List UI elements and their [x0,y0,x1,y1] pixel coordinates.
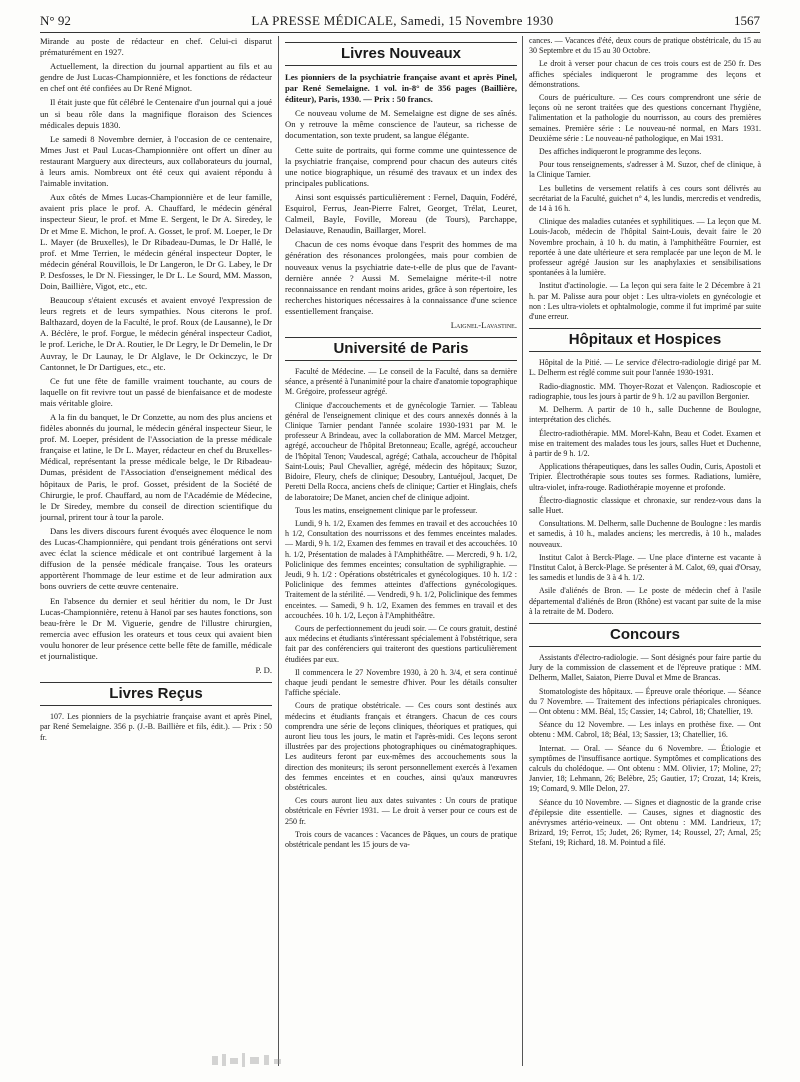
column-middle [285,36,517,1066]
column-separator [522,36,523,1066]
schedule-paragraph: Il commencera le 27 Novembre 1930, à 20 h. 3/4, et sera continué chaque jeudi pendant le semestre d'hiver. Pour les détails consulter l'affiche spéciale. [285,667,517,698]
concours-paragraph: Stomatologiste des hôpitaux. — Épreuve orale théorique. — Séance du 7 Novembre. — Traitement des infections périapicales chroniques. — Ont obtenu : MM. Béal, 15; Cassier, 14; Cabrol, 18; Chatellier, 19. [529,686,761,716]
paragraph: Des affiches indiqueront le programme des leçons. [539,147,702,157]
section-heading-universite: Université de Paris [285,337,517,361]
book-entry: 107. Les pionniers de la psychiatrie française avant et après Pinel, par René Semelaigne. 356 p. (J.-B. Baillière et fils, édit.). — Prix : 50 fr. [40,712,272,742]
section-heading-livres-nouveaux: Livres Nouveaux [285,42,517,66]
paragraph: Il était juste que fût célébré le Centenaire d'un journal qui a joué un si beau rôle dans la magnifique floraison des Sciences médicales depuis 1830. [40,97,272,130]
schedule-paragraph: Lundi, 9 h. 1/2, Examen des femmes en travail et des accouchées 10 h 1/2, Consultation des nourrissons et des femmes enceintes malades. — Mardi, 9 h. 1/2, Examen des femmes en travail et des accouchées. 10 h. 1/2, Présentation de malades à l'Amphithéâtre. — Mercredi, 9 h. 1/2, Policlinique des femmes enceintes; consultation de syphiligraphie. — Jeudi, 9 h. 1/2 : Opérations obstétricales et gynécologiques. 10 h. 1/2 : Policlinique des femmes atteintes d'affections gynécologiques. Traitement de la stérilité. — Vendredi, 9 h. 1/2, Policlinique des femmes enceintes. — Samedi, 9 h. 1/2, Examen des femmes en travail et des accouchées. 10 h. 1/2, Leçon à l'Amphithéâtre. [285,518,517,620]
column-left [40,36,272,1066]
hospital-paragraph: Hôpital de la Pitié. — Le service d'électro-radiologie dirigé par M. L. Delherm est réglé comme suit pour l'année 1930-1931. [529,358,761,378]
institute-notice: Institut d'actinologie. — La leçon qui sera faite le 2 Décembre à 21 h. par M. Palisse aura pour objet : Les ultra-violets en gynécologie et non : Les ultra-violets et ophtalmologie, comme il fut imprimé par suite d'une erreur. [529,281,761,322]
review-paragraph: Ce nouveau volume de M. Semelaigne est digne de ses aînés. On y retrouve la même conscience de l'auteur, sa richesse de documentation, son texte prudent, sa langue élégante. [285,108,517,141]
hospital-paragraph: Consultations. M. Delherm, salle Duchenne de Boulogne : les mardis et samedis, à 10 h., malades anciens; les mercredis, à 10 h., malades nouveaux. [529,519,761,549]
hospital-paragraph: Applications thérapeutiques, dans les salles Oudin, Curis, Apostoli et Tripier. Électrothérapie sous toutes ses formes. Radiations, lumière, ultra-violet, infra-rouge. Radiothérapie moyenne et profonde. [529,462,761,492]
hospital-paragraph: M. Delherm. A partir de 10 h., salle Duchenne de Boulogne, interprétation des clichés. [529,405,761,425]
concours-paragraph: Internat. — Oral. — Séance du 6 Novembre. — Étiologie et symptômes de l'insuffisance aortique. Symptômes et complications des calculs du cholédoque. — Ont obtenu : MM. Olivier, 17; Moline, 27; Janvier, 18; Lehmann, 26; Belèbre, 25; Gautier, 17; Crozat, 14; Kreis, 19; Comard, 9. Mlle Delon, 27. [529,743,761,794]
paragraph: Beaucoup s'étaient excusés et avaient envoyé l'expression de leurs regrets et de leurs sympathies. Nous citerons le prof. Balthazard, doyen de la Faculté, le prof. Roux (de Lausanne), le Dr A. Béclère, le prof. Forgue, le médecin général inspecteur Cadiot, le prof. Leriche, le Dr A. Routier, le Dr Legry, le Dr Demelin, le Dr Auvray, le Dr Launay, le Dr Alglave, le Dr Ockinczyc, le Dr Cantonnet, le Dr Dartigues, etc., etc. [40,295,272,372]
paragraph: Ce fut une fête de famille vraiment touchante, au cours de laquelle on fit revivre tout un passé de bienfaisance et de modeste mais véritable gloire. [40,375,272,408]
paragraph: Dans les divers discours furent évoqués avec éloquence le nom des Lucas-Championnière, qui pendant trois générations ont servi avec éclat la science médicale et ont contribué largement à la diffusion de la pensée médicale française. Tous les orateurs apportèrent l'hommage de leur estime et de leur admiration aux bons ouvriers de cette œuvre centenaire. [40,525,272,592]
review-paragraph: Ainsi sont esquissés particulièrement : Fernel, Daquin, Fodéré, Esquirol, Ferrus, Jean-Pierre Falret, Georget, Trélat, Leuret, Calmeil, Bayle, Foville, Moreau (de Tours), Parchappe, Delasiauve, Renaudin, Baillarger, Morel. [285,191,517,236]
print-smudge [210,1050,330,1070]
paragraph: Mirande au poste de rédacteur en chef. Celui-ci disparut prématurément en 1927. [40,36,272,58]
schedule-paragraph: Ces cours auront lieu aux dates suivantes : Un cours de pratique obstétricale en Février 1931. — Le droit à verser pour ce cours est de 250 fr. [285,796,517,826]
clinic-notice: Clinique d'accouchements et de gynécologie Tarnier. — Tableau général de l'enseignement clinique et des cours annexés donnés à la Clinique Tarnier pendant l'année scolaire 1930-1931 par M. le professeur A Brindeau, avec la collaboration de MM. Marcel Metzger, agrégé, accoucheur de l'hôpital Bretonneau; Ecalle, agrégé, accoucheur de l'hôpital Tenon; Vaudescal, agrégé; Cathala, accoucheur de l'hôpital Saint-Louis; Paul Chevallier, agrégé, médecin des hôpitaux; Suzor, Bidoire, Fleury, chefs de clinique; Desoubry, Lantuéjoul, Jacquet, De Peretti Della Rocca, anciens chefs de clinique; Cartier et Hinglais, chefs de laboratoire; De Manet, ancien chef de clinique adjoint. [285,400,517,502]
section-heading-hopitaux: Hôpitaux et Hospices [529,328,761,352]
hospital-paragraph: Électro-radiothérapie. MM. Morel-Kahn, Beau et Codet. Examen et mise en traitement des malades tous les jours, salles Huet et Duchenne, à partir de 9 h. 1/2. [529,428,761,458]
asylum-notice: Asile d'aliénés de Bron. — Le poste de médecin chef à l'asile départemental d'aliénés de Bron (Rhône) est vacant par suite de la mise à la retraite de M. Dodero. [529,586,761,616]
hospital-paragraph: Électro-diagnostic classique et chronaxie, sur rendez-vous dans la salle Huet. [529,495,761,515]
page-number: 1567 [733,13,760,28]
article-signature: P. D. [255,665,272,676]
section-heading-concours: Concours [529,623,761,647]
institute-notice: Institut Calot à Berck-Plage. — Une place d'interne est vacante à l'Institut Calot, à Berck-Plage. Se présenter à M. Calot, 69, quai d'Orsay, les samedis et lundis de 3 à 4 h. 1/2. [529,552,761,583]
paragraph: cances. — Vacances d'été, deux cours de pratique obstétricale, du 15 au 30 Septembre et du 15 au 30 Octobre. [529,36,761,56]
faculty-notice: Faculté de Médecine. — Le conseil de la Faculté, dans sa dernière séance, a présenté à l'unanimité pour la chaire d'anatomie topographique M. Grégoire, professeur agrégé. [285,367,517,397]
page-header [40,10,760,33]
paragraph: Le droit à verser pour chacun de ces trois cours est de 250 fr. Des affiches spéciales indiqueront le programme des leçons et démonstrations. [529,59,761,89]
paragraph: Actuellement, la direction du journal appartient au fils et au gendre de Just Lucas-Championnière, et les fonctions de rédacteur en chef ont été confiées au Dr René Mignot. [40,61,272,94]
column-separator [278,36,279,1066]
paragraph: Pour tous renseignements, s'adresser à M. Suzor, chef de clinique, à la Clinique Tarnier. [529,160,761,180]
section-heading-livres-recus: Livres Reçus [40,682,272,706]
paragraph: Le samedi 8 Novembre dernier, à l'occasion de ce centenaire, Mmes Just et Paul Lucas-Championnière ont offert un dîner au restaurant Marguery aux directeurs, aux collaborateurs du journal, à leurs amis. Nombreux ont été ceux qui avaient répondu à l'aimable invitation. [40,133,272,189]
paragraph: Cours de puériculture. — Ces cours comprendront une série de leçons où ne seront traitées que des questions concernant l'hygiène, l'alimentation et la pathologie du nourrisson, au cours des premières semaines. Première série : Le nouveau-né normal, en Mars 1931. Deuxième série : Le nouveau-né pathologique, en Mai 1931. [529,93,761,143]
paragraph: A la fin du banquet, le Dr Conzette, au nom des plus anciens et fidèles abonnés du journal, le médecin général inspecteur Sieur, le prof. M. Loeper, président de l'Association de la presse médicale française et latine, le Dr L. Mayer, rédacteur en chef du Bruxelles-Médical, représentant la presse médicale belge, le Dr Ribadeau-Dumas, président de l'Association d'enseignement médical des hôpitaux de Paris, le prof. Gosset, président de la Société de Chirurgie, le prof. Chauffard, au nom de l'Académie de Médecine, le Dr Siredey, membre du conseil de direction scientifique du journal, prirent tour à tour la parole. [40,412,272,522]
issue-number: N° 92 [40,13,71,28]
review-paragraph: Chacun de ces noms évoque dans l'esprit des hommes de ma génération des résonances prolongées, mais pour combien de nouveaux venus la psychiatrie date-t-elle de plus que de l'avant-dernière année ? Aussi M. Semelaigne mérite-t-il notre reconnaissance en rendant moins arides, grâce à son répertoire, les recherches historiques nécessaires à la connaissance d'une science essentiellement française. [285,239,517,316]
clinic-notice: Clinique des maladies cutanées et syphilitiques. — La leçon que M. Louis-Jacob, médecin de l'hôpital Saint-Louis, devait faire le 20 Novembre prochain, à 10 h. du matin, à l'amphithéâtre Fournier, est reportée à une date ultérieure et sera remplacée par une leçon de M. le professeur agrégé Jausion sur les anaphylaxies et sensibilisations spontanées à la lumière. [529,217,761,278]
concours-paragraph: Assistants d'électro-radiologie. — Sont désignés pour faire partie du Jury de la commission de classement et de l'épreuve pratique : MM. Delherm, Mallet, Saiaton, Pierre Duval et Mme de Brancas. [529,652,761,683]
book-title: Les pionniers de la psychiatrie française avant et après Pinel, par René Semelaigne. 1 vol. in-8° de 356 pages (Baillière, éditeur), Paris, 1930. — Prix : 50 francs. [285,72,517,105]
schedule-paragraph: Trois cours de vacances : Vacances de Pâques, un cours de pratique obstétricale pendant les 15 jours de va- [285,829,517,849]
paragraph: Aux côtés de Mmes Lucas-Championnière et de leur famille, avaient pris place le prof. A. Chauffard, le médecin général inspecteur Sieur, le prof. et Mme E. Sergent, le Dr A. Siredey, le Dr et Mme E. Michon, le prof. A. Gosset, le prof. M. Loeper, le Dr L. Mayer (de Bruxelles), le Dr Ribadeau-Dumas, le Dr Hallé, le prof. et Mme Terrien, le médecin général inspecteur Dopter, le médecin général Rouvillois, le Dr Langeron, le Dr G. Labey, le Dr P. Desfosses, le Dr N. Fiessinger, le Dr L. Le Sourd, MM. Masson, Doin, Baillière, Vigot, etc., etc. [40,192,272,291]
journal-title: LA PRESSE MÉDICALE, Samedi, 15 Novembre 1930 [251,13,554,28]
hospital-paragraph: Radio-diagnostic. MM. Thoyer-Rozat et Valençon. Radioscopie et radiographie, tous les jours à partir de 9 h. 1/2 au pavillon Bergonier. [529,381,761,401]
review-signature: Laignel-Lavastine. [450,319,517,330]
review-paragraph: Cette suite de portraits, qui forme comme une quintessence de la psychiatrie française, comprend pour chacun des auteurs cités une notice biographique, un résumé des travaux et un index des principales publications. [285,144,517,188]
concours-paragraph: Séance du 12 Novembre. — Les inlays en prothèse fixe. — Ont obtenu : MM. Cabrol, 18; Béal, 13; Sassier, 13; Chatellier, 16. [529,720,761,740]
paragraph: Les bulletins de versement relatifs à ces cours sont délivrés au secrétariat de la Faculté, guichet n° 4, les lundis, mercredis et vendredis, de 14 à 16 h. [529,183,761,214]
column-right [529,36,761,1066]
concours-paragraph: Séance du 10 Novembre. — Signes et diagnostic de la grande crise d'épilepsie dite essentielle. — Causes, signes et diagnostic des anévrysmes artério-veineux. — Ont obtenu : MM. Landrieux, 17; Brizard, 19; Ferrot, 15; Judet, 26; Rymer, 14; Roussel, 27; Arnal, 25; Stefani, 19; Richard, 18. M. Pointud a filé. [529,797,761,848]
schedule-paragraph: Cours de pratique obstétricale. — Ces cours sont destinés aux médecins et étudiants français et étrangers. Chacun de ces cours comprendra une série de leçons cliniques, théoriques et pratiques, qui auront lieu tous les jours, le matin et l'après-midi. Ces leçons seront illustrées par des projections photographiques ou cinématographiques. Les auditeurs feront par eux-mêmes des accouchements sous la direction des moniteurs; ils seront personnellement exercés à l'examen des femmes enceintes et en couches, ainsi qu'aux manœuvres obstétricales. [285,701,517,792]
paragraph: En l'absence du dernier et seul héritier du nom, le Dr Just Lucas-Championnière, retenu à Hanoï par ses hautes fonctions, son beau-frère le Dr M. Viguerie, gendre de l'illustre chirurgien, remercia avec effusion les orateurs et tous ceux qui avaient bien voulu honorer de leur présence cette belle fête de famille, médicale et journalistique. [40,595,272,661]
schedule-paragraph: Cours de perfectionnement du jeudi soir. — Ce cours gratuit, destiné aux médecins et étudiants s'intéressant spécialement à l'obstétrique, sera fait par des conférenciers qui traiteront des questions particulièrement étudiées par eux. [285,623,517,664]
schedule-paragraph: Tous les matins, enseignement clinique par le professeur. [295,505,478,515]
